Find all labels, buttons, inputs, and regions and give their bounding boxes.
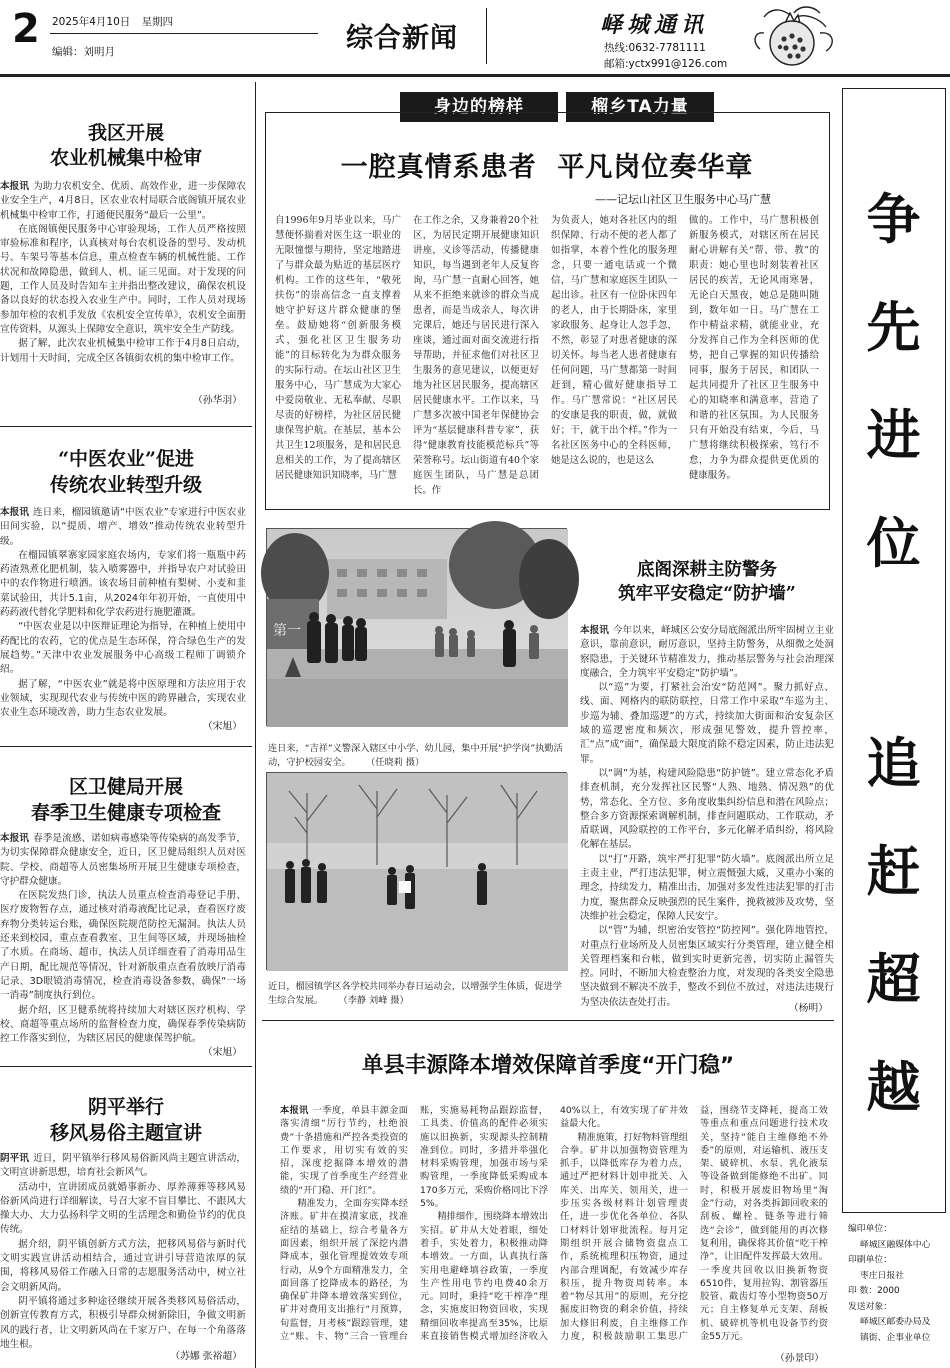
article-title-line2: 农业机械集中检审 <box>49 147 202 169</box>
article-body: 本报讯 连日来，榴园镇邀请“中医农业”专家进行中医农业田间实验，以“提质、增产、增效”推动传统农业转型升级。 在榴园镇翠寨家园家庭农场内，专家们将一瓶瓶中药药渣熟煮化肥机制，装入喷雾器中，并指导农户对试验田中的农作物进行喷洒。该农场目前种植有梨树、小麦和韭菜试验田，共计5.1亩，从2024年年初开始，一直使用中药药液代替化学肥料和化学农药进行施肥灌溉。 “中医农业是以中医辩证理论为指导，在种植上使用中药配比的农药，它的优点是生态环保，符合绿色生产的发展趋势。”天津中农业发展服务中心高级工程师丁调锁介绍。 据了解，“中医农业”就是将中医原理和方法应用于农业领域，实现现代农业与传统中医的跨界融合，实现农业农业生态环境改善，助力生态农业发展。 <box>0 507 246 719</box>
slogan-char: 先 <box>866 296 921 359</box>
article-body: 本报讯 今年以来，峄城区公安分局底阁派出所牢固树立主业意识，靠前意识，耐厉意识，坚持主防警务，从细微之处洞察隐患，于关键环节精准发力，推动基层警务与社会治理深度融合，全力筑牢平安稳定“防护墙”。 以“巡”为要，打紧社会治安“防范网”。聚力抓好点、线、面、网格内的联防联控，日常工作中采取“车巡为主、步巡为辅、叠加巡逻”的方式，持续加大街面和治安复杂区域的巡逻密度和频次，形成强见警效，提升管控率，汇“点”成“面”，确保最大限度消除不稳定因素，防止违法犯罪。 以“调”为基，构建风险隐患“防护链”。建立常态化矛盾排查机制，充分发挥社区民警“人熟、地熟、情况熟”的优势，常态化、全方位、多角度收集纠纷信息和潜在风险点；整合多方资源探索调解机制，排查问题联动、工作联动，矛盾联调，风险联控的工作平台，多元化解矛盾纠纷，将风险化解在基层。 以“打”开路，筑牢严打犯罪“防火墙”。底阁派出所立足主责主业，严打违法犯罪，树立震慑强大威，又重办小案的理念，持续发力，精准出击，加强对多发性违法犯罪的打击力度，聚焦群众反映强烈的民生案件，挽救被涉及攻势，坚决维护社会稳定，保障人民安宁。 以“管”为辅，织密治安管控“防控网”。强化阵地管控，对重点行业场所及人员密集区域实行分类管理，建立健全相关管理档案和台帐，做到实时更新完善，切实防止漏管失控。同时，不断加大检查整治力度，对发现的各类安全隐患坚决做到不解决不放手，整改不到位不放过，对违法违规行为坚决依法查处打击。 <box>580 625 835 1008</box>
photo-sports-meet <box>266 772 567 970</box>
section-title: 综合新闻 <box>346 23 458 54</box>
article-title-line1: 我区开展 <box>87 122 164 144</box>
article-body: 本报讯 为助力农机安全、优质、高效作业，进一步保障农业安全生产，4月8日，区农业农村局联合底阁镇开展农业机械集中检审工作，打通便民服务“最后一公里”。 在底阁镇便民服务中心审验现场，工作人员严格按照审验标准和程序，认真核对每台农机设备的型号、发动机号、车架号等基本信息，重点检查车辆的机械性能、工作状况和故障隐患，做到人、机、证三见面。对于发现的问题，工作人员及时告知车主并指出整改建议，确保农机设备以良好的状态投入农业生产中。同时，工作人员对现场参加年检的农机手发放《农机安全宣传单》，农机安全面册宣传资料，从源头上保障安全意识，筑牢安全生产防线。 据了解，此次农业机械集中检审工作于4月8日启动，计划用十天时间，完成全区各镇街农机的集中检审工作。 <box>0 181 247 364</box>
editor: 编辑：刘明月 <box>52 46 115 58</box>
banner-tag-2: 榴乡TA力量 <box>566 92 714 122</box>
banner-tag-1: 身边的榜样 <box>400 92 558 122</box>
paper-name: 峄城通讯 <box>600 12 709 38</box>
photo-banner-text: 第一 <box>273 623 301 639</box>
slogan-char: 进 <box>866 404 921 467</box>
slogan-box <box>842 88 946 1213</box>
bottom-article-body: 本报讯 一季度，单县丰源金面落实清细“厉行节约，杜绝浪费”十条措施和严控各类投资的工作要求，用切实有效的实招，深度挖掘降本增效的潜能，实现了首季度生产经营业绩的“开门稳、开门红”。 精准发力，全面夯实降本经济账。矿井在摸清家底，找准症结的基础上，综合考量各方面因素，组织开展了深挖内潜降成本，强化管理提效效专项行动，从9个方面精准发力，全面回落了挖降成本的路径，为确保矿井降本增效落实到位，矿井对费用支出推行“月预算，旬监督，月考核”跟踪管理，建立“账、卡、物”三合一管理台账，实施易耗物品跟踪监督，工具类、价值高的配件必须实施以旧换新，实现源头控制精准到位。同时，多措并举强化材料采购管理，加强市场与采购管理，一季度降低采购成本170多万元，采购价格同比下浮5%。 精排细作，围绕降本增效出实招。矿井从大处着眼，细处着手，实处着力，积极推动降本增效。一方面，认真执行落实用电避峰填谷政策，一季度生产性用电节约电费40余万元。同时，秉持“吃干榨净”理念，实施废旧物资回收，实现精细回收率提高至35%，比原来直接销售模式增加经济收入40%以上，有效实现了矿井效益最大化。 精准施策，打好物料管理组合拳。矿井以加强物资管理为抓手，以降低库存为着力点，通过严把材料计划申批关、入库关、出库关、领用关，进一步压实各级材料计划管理责任，进一步优化各单位、各队口材料计划审批流程。每月定期组织开展合储物资盘点工作，系统梳理积压物资，通过内部合理调配，有效减少库存积压，提升物资周转率。本着“物尽其用”的原则，充分挖掘废旧物资的剩余价值，持续加大修旧利废，自主维修工作力度，积极鼓励职工集思广益，围绕节支降耗，提高工效等重点和重点问题进行技术攻关，坚持“能自主维修绝不外委”的原则，对运输机、液压支架、破碎机、水泵、乳化液泵等设备做到能修绝不出矿。同时，积极开展废旧物场里“淘金”行动，对各类拆卸回收来的刮板、螺栓、链条等进行筛选“会诊”，做到能用的再次修复利用，确保将其价值“吃干榨净”，让旧配件发挥最大效用。一季度共回收以旧换新物资6510件，复用拉钩、割管器压胶管、截齿灯等小型物资50万元；自主修复单元支架、刮板机、破碎机等机电设备节约资金55万元。 <box>280 1105 828 1343</box>
photo2-credit: （李静 刘峰 摄） <box>343 994 409 1006</box>
slogan-char: 追 <box>866 732 921 795</box>
colophon: 编印单位： 峄城区融媒体中心 印刷单位： 枣庄日报社 印 数：2000 发送对象： 峄城区邮委办局及 镇街、企事业单位 <box>848 1224 931 1343</box>
photo1-caption: 连日来，“吉祥”义警深入辖区中小学、幼儿园，集中开展“护学岗”执勤活动，守护校园安全。 （任晓莉 摄） <box>268 743 563 768</box>
feature-column-4: 做的。工作中，马广慧积极创新服务模式，对辖区所在居民耐心讲解有关“帮、带、教”的职责：她心里也时刻装着社区居民的疾苦，无论风雨寒暑，无论白天黑夜，她总是随叫随到，数年如一日。马广慧在工作中精益求精，就能业业，充分发挥自己作为全科医师的优势，把自己掌握的知识传播给同事，服务于居民，和团队一起共同提升了社区卫生服务中心的知晓率和满意率，营造了和谐的社区氛围。为人民服务只有开始没有结束，今后，马广慧将继续积极探索，笃行不怠，力争为群众提供更优质的健康服务。 <box>689 215 819 481</box>
feature-column-3: 为负责人，她对各社区内的组织保障、行动不便的老人都了如指掌，本着个性化的服务理念，只要一通电话或一个微信，马广慧和家庭医生团队一起出诊。社区有一位卧床四年的老人，由于长期卧床，家里家政服务、起身让人忽手忽，不然，彰显了对患者健康的深切关怀。每当老人患者健康有任何问题，马广慧都第一时间赶到，精心做好健康指导工作。马广慧常说：“社区居民的安康是我的职责，做，就做好；干，就干出个样。”作为一名社区医务中心的全科医师，她是这么说的，也是这么 <box>551 215 677 466</box>
article-police: 底阁深耕主防警务 筑牢平安稳定“防护墙” 本报讯 今年以来，峄城区公安分局底阁派出所牢固树立主业意识，靠前意识，耐厉意识，坚持主防警务，从细微之处洞察隐患，于关键环节精准发力，推动基层警务与社会治理深度融合，全力筑牢平安稳定“防护墙”。 以“巡”为要，打紧社会治安“防范网”。聚力抓好点、线、面、网格内的联防联控，日常工作中采取“车巡为主、步巡为辅、叠加巡逻”的方式，持续加大街面和治安复杂区域的巡逻密度和频次，形成强见警效，提升管控率，汇“点”成“面”，确保最大限度消除不稳定因素，防止违法犯罪。 以“调”为基，构建风险隐患“防护链”。建立常态化矛盾排查机制，充分发挥社区民警“人熟、地熟、情况熟”的优势，常态化、全方位、多角度收集纠纷信息和潜在风险点；整合多方资源探索调解机制，排查问题联动、工作联动，矛盾联调，风险联控的工作平台，多元化解矛盾纠纷，将风险化解在基层。 以“打”开路，筑牢严打犯罪“防火墙”。底阁派出所立足主责主业，严打违法犯罪，树立震慑强大威，又重办小案的理念，持续发力，精准出击，加强对多发性违法犯罪的打击力度，聚焦群众反映强烈的民生案件，挽救被涉及攻势，坚决维护社会稳定，保障人民安宁。 以“管”为辅，织密治安管控“防控网”。强化阵地管控，对重点行业场所及人员密集区域实行分类管理，建立健全相关管理档案和台帐，做到实时更新完善，切实防止漏管失控。同时，不断加大检查整治力度，对发现的各类安全隐患坚决做到不解决不放手，整改不到位不放过，对违法违规行为坚决依法查处打击。 （杨明） <box>580 560 835 1014</box>
photo1-credit: （任晓莉 摄） <box>370 756 425 768</box>
article-body: 本报讯 春季是流感、诺如病毒感染等传染病的高发季节，为切实保障群众健康安全，近日，区卫健局组织人员对医院、学校、商超等人员密集场所开展卫生健康专项检查，守护群众健康。 在医院发热门诊，执法人员重点检查消毒登记手册、医疗废物暂存点，通过核对消毒液配比记录，查看医疗废弃物分类转运台账，确保医院规范防控无漏洞。执法人员还来到校园，重点查看教室、卫生间等区域，并现场抽检了水质。在商场、超市，执法人员详细查看了消毒用品生产日期，配比规范等情况，针对新版重点查看放映厅消毒记录、3D眼镜消毒情况，检查消毒设备参数，确保“一场一消毒”制度执行到位。 据介绍，区卫健系统将持续加大对辖区医疗机构、学校、商超等重点场所的监督检查力度，确保春季传染病防控工作落实到位，为辖区居民的健康保驾护航。 <box>0 833 247 1045</box>
feature-subhead: ——记坛山社区卫生服务中心马广慧 <box>595 193 771 206</box>
pomegranate-logo-icon <box>750 3 840 71</box>
issue-date <box>52 14 173 29</box>
slogan-char: 争 <box>866 188 921 251</box>
feature-column-2: 在工作之余，又身兼着20个社区，为居民定期开展健康知识讲座，义诊等活动，传播健康知识，每当遇到老年人反复咨询，马广慧一直耐心回答，她从来不拒绝来就诊的群众当成患者，而是当成亲人，每次讲完课后，她还与居民进行深入座谈，通过面对面交流进行指导帮助，并征求他们对社区卫生服务的意见建议，以便更好地为社区居民服务，提高辖区居民健康水平。工作以来，马广慧多次被中国老年保健协会评为“基层健康科普专家”，获得“健康教育技能模范标兵”等荣誉称号。坛山街道有40个家庭医生团队，马广慧是总团长。作 <box>413 215 539 496</box>
article-custom-reform: 阴平举行 移风易俗主题宣讲 阴平讯 近日，阴平镇举行移风易俗新风尚主题宣讲活动，文明宣讲新思想，培育社会新风气。 活动中，宣讲团成员就婚事新办、厚养薄葬等移风易俗新风尚进行详细解读，号召大家不盲目攀比、不跟风大操大办、大力弘扬科学文明的生活理念和勤俭节约的优良传统。 据介绍，阴平镇创新方式方法，把移风易俗与新时代文明实践宣讲活动相结合，通过宣讲引导营造浓厚的氛围，将移风易俗工作融入日常的志愿服务活动中，树立社会文明新风尚。 阴平镇将通过多种途径继续开展各类移风易俗活动，创新宣传教育方式，积极引导群众树新除旧，争做文明新风的践行者，让文明新风尚在千家万户、在每一个角落落地生根。 （苏娜 张裕超） <box>0 1096 247 1362</box>
article-tcm-agriculture: “中医农业”促进 传统农业转型升级 本报讯 连日来，榴园镇邀请“中医农业”专家进行中医农业田间实验，以“提质、增产、增效”推动传统农业转型升级。 在榴园镇翠寨家园家庭农场内，专家们将一瓶瓶中药药渣熟煮化肥机制，装入喷雾器中，并指导农户对试验田中的农作物进行喷洒。该农场目前种植有梨树、小麦和韭菜试验田，共计5.1亩，从2024年年初开始，一直使用中药药液代替化学肥料和化学农药进行施肥灌溉。 “中医农业是以中医辩证理论为指导，在种植上使用中药配比的农药，它的优点是生态环保，符合绿色生产的发展趋势。”天津中农业发展服务中心高级工程师丁调锁介绍。 据了解，“中医农业”就是将中医原理和方法应用于农业领域，实现现代农业与传统中医的跨界融合，实现农业农业生态环境改善，助力生态农业发展。 （宋旭） <box>0 448 246 732</box>
hotline: 热线:0632-7781111 <box>604 42 706 54</box>
slogan-char: 赶 <box>866 840 921 903</box>
article-health-inspection: 区卫健局开展 春季卫生健康专项检查 本报讯 春季是流感、诺如病毒感染等传染病的高发季节，为切实保障群众健康安全，近日，区卫健局组织人员对医院、学校、商超等人员密集场所开展卫生健康专项检查，守护群众健康。 在医院发热门诊，执法人员重点检查消毒登记手册、医疗废物暂存点，通过核对消毒液配比记录，查看医疗废弃物分类转运台账，确保医院规范防控无漏洞。执法人员还来到校园，重点查看教室、卫生间等区域，并现场抽检了水质。在商场、超市，执法人员详细查看了消毒用品生产日期，配比规范等情况，针对新版重点查看放映厅消毒记录、3D眼镜消毒情况，检查消毒设备参数，确保“一场一消毒”制度执行到位。 据介绍，区卫健系统将持续加大对辖区医疗机构、学校、商超等重点场所的监督检查力度，确保春季传染病防控工作落实到位，为辖区居民的健康保驾护航。 （宋旭） <box>0 776 247 1058</box>
feature-column-1: 自1996年9月毕业以来，马广慧便怀揣着对医生这一职业的无限憧憬与期待，坚定地踏进了与群众最为贴近的基层医疗机构。工作的这些年，“敬死扶伤”的崇高信念一直支撑着她守护好这片群众健康的堡垒。鼓励她将“创新服务模式，强化社区卫生服务功能”的目标转化为为群众服务的实际行动。在坛山社区卫生服务中心，马广慧成为大家心中爱岗敬业、无私奉献、尽职尽责的好榜样，为社区居民健康保驾护航。在基层，基本公共卫生12项服务，是和居民息息相关的工作，为了提高辖区居民健康知识知晓率，马广慧 <box>275 215 401 481</box>
page-number: 2 <box>12 6 40 52</box>
slogan-char: 超 <box>866 948 921 1011</box>
slogan-char: 越 <box>866 1056 921 1119</box>
article-lead: 本报讯 <box>0 181 30 192</box>
email: 邮箱:yctx991@126.com <box>604 58 728 70</box>
article-body: 阴平讯 近日，阴平镇举行移风易俗新风尚主题宣讲活动，文明宣讲新思想，培育社会新风气。 活动中，宣讲团成员就婚事新办、厚养薄葬等移风易俗新风尚进行详细解读，号召大家不盲目攀比、不跟风大操大办、大力弘扬科学文明的生活理念和勤俭节约的优良传统。 据介绍，阴平镇创新方式方法，把移风易俗与新时代文明实践宣讲活动相结合，通过宣讲引导营造浓厚的氛围，将移风易俗工作融入日常的志愿服务活动中，树立社会文明新风尚。 阴平镇将通过多种途径继续开展各类移风易俗活动，创新宣传教育方式，积极引导群众树新除旧，争做文明新风的践行者，让文明新风尚在千家万户、在每一个角落落地生根。 <box>0 1153 247 1350</box>
bottom-headline: 单县丰源降本增效保障首季度“开门稳” <box>361 1053 735 1078</box>
newspaper-page: 2 2025年4月10日 星期四 编辑：刘明月 综合新闻 峄城通讯 热线:0632-7781111 邮箱:yctx991@126.com 我区开展 农业机械集中检审 本报讯 为助力农机安全、优质、高效作业，进一步保障农业安全生产，4月8日，区农业农村局联合底阁镇开展农业机械集中检审工作，打通便民服务“最后一公里”。 在底阁镇便民服务中心审验现场，工作人员严格按照审验标准和程序，认真核对每台农机设备的型号、发动机号、车架号等基本信息，重点检查车辆的机械性能、工作状况和故障隐患，做到人、机、证三见面。对于发现的问题，工作人员及时告知车主并指出整改建议，确保农机设备以良好的状态投入农业生产中。同时，工作人员对现场参加年检的农机手发放《农机安全宣传单》，农机安全面册宣传资料，从源头上保障安全意识，筑牢安全生产防线。 据了解，此次农业机械集中检审工作于4月8日启动，计划用十天时间，完成全区各镇街农机的集中检审工作。 （孙华羽） “中医农业”促进 传统农业转型升级 本报讯 连日来，榴园镇邀请“中医农业”专家进行中医农业田间实验，以“提质、增产、增效”推动传统农业转型升级。 在榴园镇翠寨家园家庭农场内，专家们将一瓶瓶中药药渣熟煮化肥机制，装入喷雾器中，并指导农户对试验田中的农作物进行喷洒。该农场目前种植有梨树、小麦和韭菜试验田，共计5.1亩，从2024年年初开始，一直使用中药药液代替化学肥料和化学农药进行施肥灌溉。 “中医农业是以中医辩证理论为指导，在种植上使用中药配比的农药，它的优点是生态环保，符合绿色生产的发展趋势。”天津中农业发展服务中心高级工程师丁调锁介绍。 据了解，“中医农业”就是将中医原理和方法应用于农业领域，实现现代农业与传统中医的跨界融合，实现农业农业生态环境改善，助力生态农业发展。 （宋旭） 区卫健局开展 春季卫生健康专项检查 本报讯 春季是流感、诺如病毒感染等传染病的高发季节，为切实保障群众健康安全，近日，区卫健局组织人员对医院、学校、商超等人员密集场所开展卫生健康专项检查，守护群众健康。 在医院发热门诊，执法人员重点检查消毒登记手册、医疗废物暂存点，通过核对消毒液配比记录，查看医疗废弃物分类转运台账，确保医院规范防控无漏洞。执法人员还来到校园，重点查看教室、卫生间等区域，并现场抽检了水质。在商场、超市，执法人员详细查看了消毒用品生产日期，配比规范等情况，针对新版重点查看放映厅消毒记录、3D眼镜消毒情况，检查消毒设备参数，确保“一场一消毒”制度执行到位。 据介绍，区卫健系统将持续加大对辖区医疗机构、学校、商超等重点场所的监督检查力度，确保春季传染病防控工作落实到位，为辖区居民的健康保驾护航。 （宋旭） 阴平举行 移风易俗主题宣讲 阴平讯 近日，阴平镇举行移风易俗新风尚主题宣讲活动，文明宣讲新思想，培育社会新风气。 活动中，宣讲团成员就婚事新办、厚养薄葬等移风易俗新风尚进行详细解读，号召大家不盲目攀比、不跟风大操大办、大力弘扬科学文明的生活理念和勤俭节约的优良传统。 据介绍，阴平镇创新方式方法，把移风易俗与新时代文明实践宣讲活动相结合，通过宣讲引导营造浓厚的氛围，将移风易俗工作融入日常的志愿服务活动中，树立社会文明新风尚。 阴平镇将通过多种途径继续开展各类移风易俗活动，创新宣传教育方式，积极引导群众树新除旧，争做文明新风的践行者，让文明新风尚在千家万户、在每一个角落落地生根。 （苏娜 张裕超） 身边的榜样 榴乡TA力量 一腔真情系患者 平凡岗位奏华章 ——记坛山社区卫生服务中心马广慧 自1996年9月毕业以来，马广慧便怀揣着对医生这一职业的无限憧憬与期待，坚定地踏进了与群众最为贴近的基层医疗机构。工作的这些年，“敬死扶伤”的崇高信念一直支撑着她守护好这片群众健康的堡垒。鼓励她将“创新服务模式，强化社区卫生服务功能”的目标转化为为群众服务的实际行动。在坛山社区卫生服务中心，马广慧成为大家心中爱岗敬业、无私奉献、尽职尽责的好榜样，为社区居民健康保驾护航。在基层，基本公共卫生12项服务，是和居民息息相关的工作，为了提高辖区居民健康知识知晓率，马广慧 在工作之余，又身兼着20个社区，为居民定期开展健康知识讲座，义诊等活动，传播健康知识，每当遇到老年人反复咨询，马广慧一直耐心回答，她从来不拒绝来就诊的群众当成患者，而是当成亲人，每次讲完课后，她还与居民进行深入座谈，通过面对面交流进行指导帮助，并征求他们对社区卫生服务的意见建议，以便更好地为社区居民服务，提高辖区居民健康水平。工作以来，马广慧多次被中国老年保健协会评为“基层健康科普专家”，获得“健康教育技能模范标兵”等荣誉称号。坛山街道有40个家庭医生团队，马广慧是总团长。作 为负责人，她对各社区内的组织保障、行动不便的老人都了如指掌，本着个性化的服务理念，只要一通电话或一个微信，马广慧和家庭医生团队一起出诊。社区有一位卧床四年的老人，由于长期卧床，家里家政服务、起身让人忽手忽，不然，彰显了对患者健康的深切关怀。每当老人患者健康有任何问题，马广慧都第一时间赶到，精心做好健康指导工作。马广慧常说：“社区居民的安康是我的职责，做，就做好；干，就干出个样。”作为一名社区医务中心的全科医师，她是这么说的，也是这么 做的。工作中，马广慧积极创新服务模式，对辖区所在居民耐心讲解有关“帮、带、教”的职责：她心里也时刻装着社区居民的疾苦，无论风雨寒暑，无论白天黑夜，她总是随叫随到，数年如一日。马广慧在工作中精益求精，就能业业，充分发挥自己作为全科医师的优势，把自己掌握的知识传播给同事，服务于居民，和团队一起共同提升了社区卫生服务中心的知晓率和满意率，营造了和谐的社区氛围。为人民服务只有开始没有结束，今后，马广慧将继续积极探索，笃行不怠，力争为群众提供更优质的健康服务。 第一 连日来，“吉祥”义警深入辖区中小学、幼儿园，集中开展“护学岗”执勤活动，守护校园安全。 （任晓莉 摄） 近日，榴园镇学区各学校共同举办春日运动会，以增强学生体质，促进学生综合发展。 （李静 刘峰 摄） 底阁深耕主防警务 筑牢平安稳定“防护墙” 本报讯 今年以来，峄城区公安分局底阁派出所牢固树立主业意识，靠前意识，耐厉意识，坚持主防警务，从细微之处洞察隐患，于关键环节精准发力，推动基层警务与社会治理深度融合，全力筑牢平安稳定“防护墙”。 以“巡”为要，打紧社会治安“防范网”。聚力抓好点、线、面、网格内的联防联控，日常工作中采取“车巡为主、步巡为辅、叠加巡逻”的方式，持续加大街面和治安复杂区域的巡逻密度和频次，形成强见警效，提升管控率，汇“点”成“面”，确保最大限度消除不稳定因素，防止违法犯罪。 以“调”为基，构建风险隐患“防护链”。建立常态化矛盾排查机制，充分发挥社区民警“人熟、地熟、情况熟”的优势，常态化、全方位、多角度收集纠纷信息和潜在风险点；整合多方资源探索调解机制，排查问题联动、工作联动，矛盾联调，风险联控的工作平台，多元化解矛盾纠纷，将风险化解在基层。 以“打”开路，筑牢严打犯罪“防火墙”。底阁派出所立足主责主业，严打违法犯罪，树立震慑强大威，又重办小案的理念，持续发力，精准出击，加强对多发性违法犯罪的打击力度，聚焦群众反映强烈的民生案件，挽救被涉及攻势，坚决维护社会稳定，保障人民安宁。 以“管”为辅，织密治安管控“防控网”。强化阵地管控，对重点行业场所及人员密集区域实行分类管理，建立健全相关管理档案和台帐，做到实时更新完善，切实防止漏管失控。同时，不断加大检查整治力度，对发现的各类安全隐患坚决做到不解决不放手，整改不到位不放过，对违法违规行为坚决依法查处打击。 （杨明） 单县丰源降本增效保障首季度“开门稳” 本报讯 一季度，单县丰源金面落实清细“厉行节约，杜绝浪费”十条措施和严控各类投资的工作要求，用切实有效的实招，深度挖掘降本增效的潜能，实现了首季度生产经营业绩的“开门稳、开门红”。 精准发力，全面夯实降本经济账。矿井在摸清家底，找准症结的基础上，综合考量各方面因素，组织开展了深挖内潜降成本，强化管理提效效专项行动，从9个方面精准发力，全面回落了挖降成本的路径，为确保矿井降本增效落实到位，矿井对费用支出推行“月预算，旬监督，月考核”跟踪管理，建立“账、卡、物”三合一管理台账，实施易耗物品跟踪监督，工具类、价值高的配件必须实施以旧换新，实现源头控制精准到位。同时，多措并举强化材料采购管理，加强市场与采购管理，一季度降低采购成本170多万元，采购价格同比下浮5%。 精排细作，围绕降本增效出实招。矿井从大处着眼，细处着手，实处着力，积极推动降本增效。一方面，认真执行落实用电避峰填谷政策，一季度生产性用电节约电费40余万元。同时，秉持“吃干榨净”理念，实施废旧物资回收，实现精细回收率提高至35%，比原来直接销售模式增加经济收入40%以上，有效实现了矿井效益最大化。 精准施策，打好物料管理组合拳。矿井以加强物资管理为抓手，以降低库存为着力点，通过严把材料计划申批关、入库关、出库关、领用关，进一步压实各级材料计划管理责任，进一步优化各单位、各队口材料计划审批流程。每月定期组织开展合储物资盘点工作，系统梳理积压物资，通过内部合理调配，有效减少库存积压，提升物资周转率。本着“物尽其用”的原则，充分挖掘废旧物资的剩余价值，持续加大修旧利废，自主维修工作力度，积极鼓励职工集思广益，围绕节支降耗，提高工效等重点和重点问题进行技术攻关，坚持“能自主维修绝不外委”的原则，对运输机、液压支架、破碎机、水泵、乳化液泵等设备做到能修绝不出矿。同时，积极开展废旧物场里“淘金”行动，对各类拆卸回收来的刮板、螺栓、链条等进行筛选“会诊”，做到能用的再次修复利用，确保将其价值“吃干榨净”，让旧配件发挥最大效用。一季度共回收以旧换新物资6510件，复用拉钩、割管器压胶管、截齿灯等小型物资50万元；自主修复单元支架、刮板机、破碎机等机电设备节约资金55万元。 （孙景印） 争 先 进 位 追 赶 超 越 编印单位： 峄城区融媒体中心 印刷单位： 枣庄日报社 印 数：2000 发送对象： 峄城区邮委办局及 镇街、企事业单位 <box>0 0 950 1368</box>
article-agri-machinery <box>0 80 252 420</box>
date: 2025年4月10日 <box>52 16 131 28</box>
photo-school-guard <box>266 528 567 726</box>
feature-box <box>265 112 830 510</box>
feature-headline: 一腔真情系患者 平凡岗位奏华章 <box>340 152 754 183</box>
slogan-char: 位 <box>866 512 921 575</box>
weekday: 星期四 <box>141 16 174 28</box>
byline: （孙华羽） <box>193 395 242 406</box>
photo2-caption: 近日，榴园镇学区各学校共同举办春日运动会，以增强学生体质，促进学生综合发展。 （李静 刘峰 摄） <box>268 981 562 1006</box>
